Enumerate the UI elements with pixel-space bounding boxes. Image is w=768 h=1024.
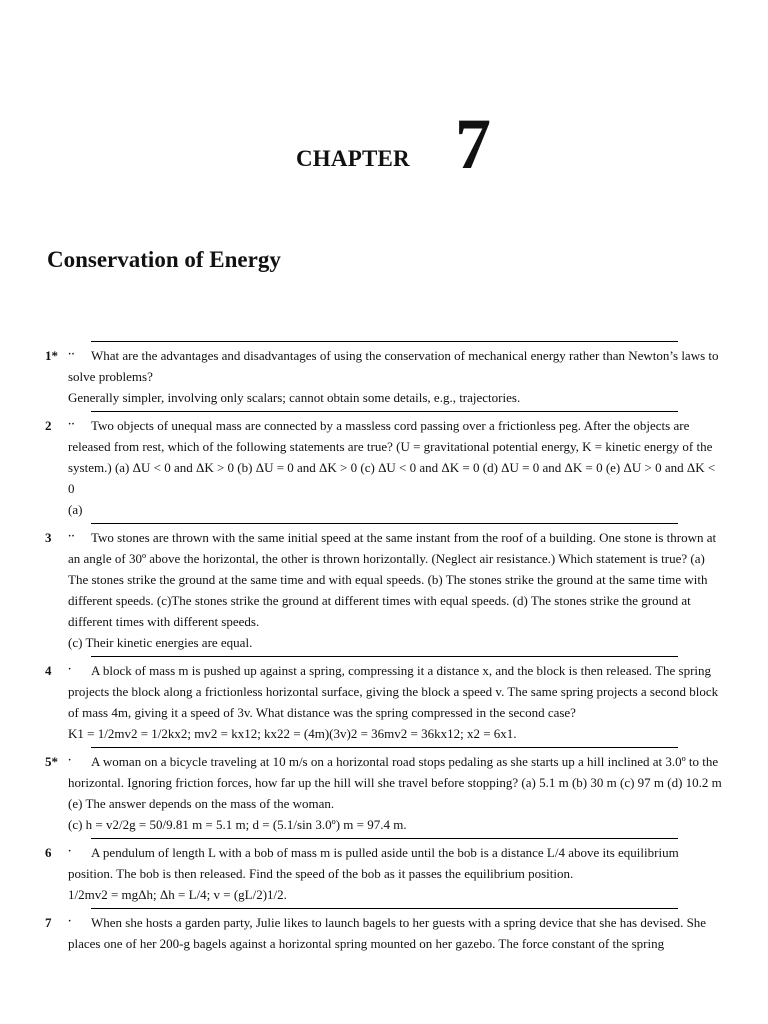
problem-answer: K1 = 1/2mv2 = 1/2kx2; mv2 = kx12; kx22 = (4m)(3v)2 = 36mv2 = 36kx12; x2 = 6x1. bbox=[68, 726, 517, 741]
difficulty-dots: ·· bbox=[68, 349, 75, 360]
problem-number: 5* bbox=[45, 754, 58, 769]
problem-number: 3 bbox=[45, 530, 52, 545]
problem-divider bbox=[91, 411, 678, 412]
problem-answer: (a) bbox=[68, 502, 83, 517]
chapter-heading bbox=[0, 104, 768, 188]
problem-number: 2 bbox=[45, 418, 52, 433]
problem-divider bbox=[91, 523, 678, 524]
problem-question: A pendulum of length L with a bob of mass m is pulled aside until the bob is a distance L/4 above its equilibrium position. The bob is then released. Find the speed of the bob as it passes the equilibrium position. bbox=[68, 845, 679, 881]
problem-divider bbox=[91, 747, 678, 748]
problem-question: Two objects of unequal mass are connected by a massless cord passing over a frictionless peg. After the objects are released from rest, which of the following statements are true? (U = gravitational potential energy, K = kinetic energy of the system.) (a) ΔU < 0 and ΔK > 0 (b) ΔU = 0 and ΔK > 0 (c) ΔU < 0 and ΔK = 0 (d) ΔU = 0 and ΔK = 0 (e) ΔU > 0 and ΔK < 0 bbox=[68, 418, 716, 496]
problem-divider bbox=[91, 656, 678, 657]
problem-answer: (c) Their kinetic energies are equal. bbox=[68, 635, 253, 650]
difficulty-dots: · bbox=[68, 755, 72, 766]
problem-question: A block of mass m is pushed up against a spring, compressing it a distance x, and the block is then released. The spring projects the block along a frictionless horizontal surface, giving the block a speed v. The same spring projects a second block of mass 4m, giving it a speed of 3v. What distance was the spring compressed in the second case? bbox=[68, 663, 719, 720]
difficulty-dots: ·· bbox=[68, 419, 75, 430]
problem-question: A woman on a bicycle traveling at 10 m/s on a horizontal road stops pedaling as she starts up a hill inclined at 3.0º to the horizontal. Ignoring friction forces, how far up the hill will she travel before stopping? (a) 5.1 m (b) 30 m (c) 97 m (d) 10.2 m (e) The answer depends on the mass of the woman. bbox=[68, 754, 722, 811]
chapter-title: Conservation of Energy bbox=[47, 247, 281, 272]
problem-4 bbox=[0, 653, 768, 744]
chapter-number: 7 bbox=[455, 104, 491, 184]
difficulty-dots: ·· bbox=[68, 531, 75, 542]
problem-number: 4 bbox=[45, 663, 52, 678]
difficulty-dots: · bbox=[68, 664, 72, 675]
problem-1 bbox=[0, 338, 768, 408]
problem-6 bbox=[0, 835, 768, 905]
problem-divider bbox=[91, 838, 678, 839]
problem-answer: 1/2mv2 = mgΔh; Δh = L/4; v = (gL/2)1/2. bbox=[68, 887, 287, 902]
problem-number: 1* bbox=[45, 348, 58, 363]
problem-divider bbox=[91, 908, 678, 909]
problem-answer: (c) h = v2/2g = 50/9.81 m = 5.1 m; d = (5.1/sin 3.0º) m = 97.4 m. bbox=[68, 817, 407, 832]
problem-3 bbox=[0, 520, 768, 653]
problem-question: When she hosts a garden party, Julie likes to launch bagels to her guests with a spring device that she has devised. She places one of her 200-g bagels against a horizontal spring mounted on her gazebo. The force constant of the spring bbox=[68, 915, 707, 951]
problem-7 bbox=[0, 905, 768, 954]
problem-answer: Generally simpler, involving only scalars; cannot obtain some details, e.g., trajectories. bbox=[68, 390, 521, 405]
problem-list bbox=[0, 338, 768, 954]
problem-divider bbox=[91, 341, 678, 342]
problem-2 bbox=[0, 408, 768, 520]
problem-question: Two stones are thrown with the same initial speed at the same instant from the roof of a building. One stone is thrown at an angle of 30º above the horizontal, the other is thrown horizontally. (Neglect air resistance.) Which statement is true? (a) The stones strike the ground at the same time and with equal speeds. (b) The stones strike the ground at the same time with different speeds. (c)The stones strike the ground at different times with equal speeds. (d) The stones strike the ground at different times with different speeds. bbox=[68, 530, 717, 629]
problem-5 bbox=[0, 744, 768, 835]
difficulty-dots: · bbox=[68, 916, 72, 927]
problem-number: 6 bbox=[45, 845, 52, 860]
problem-question: What are the advantages and disadvantages of using the conservation of mechanical energy rather than Newton’s laws to solve problems? bbox=[68, 348, 719, 384]
chapter-label: CHAPTER bbox=[296, 146, 410, 171]
difficulty-dots: · bbox=[68, 846, 72, 857]
problem-number: 7 bbox=[45, 915, 52, 930]
